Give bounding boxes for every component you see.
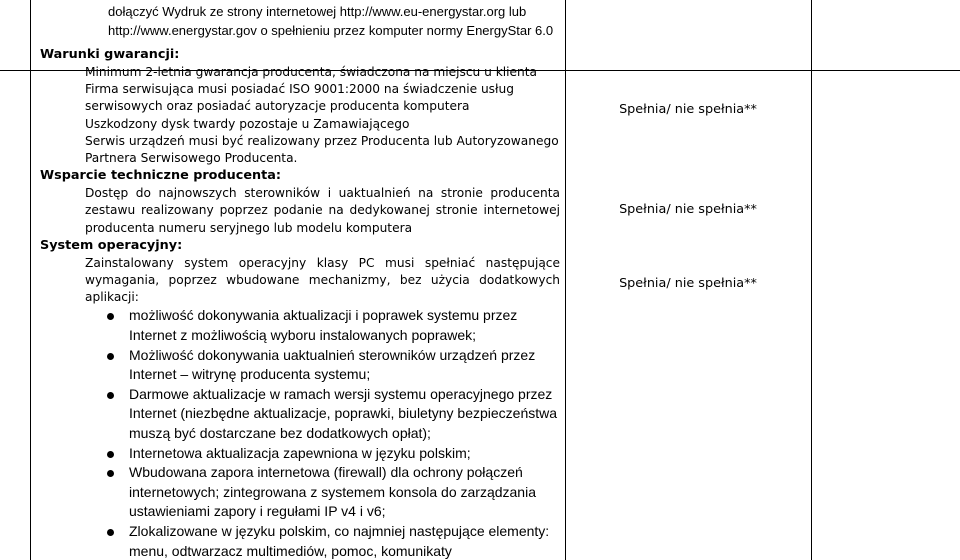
requirements-column — [40, 3, 560, 560]
warranty-line: Uszkodzony dysk twardy pozostaje u Zamawiającego — [85, 116, 410, 131]
bullet-icon — [107, 313, 114, 320]
bullet-icon — [107, 353, 114, 360]
bullet-icon — [107, 451, 114, 458]
support-text: Dostęp do najnowszych sterowników i uaktualnień na stronie producenta zestawu realizowany poprzez podanie na dedykowanej stronie internetowej producenta numeru seryjnego lub modelu komputera — [85, 186, 560, 235]
os-requirements-list — [40, 306, 560, 560]
bullet-icon — [107, 529, 114, 536]
bullet-icon — [107, 392, 114, 399]
warranty-line: Minimum 2-letnia gwarancja producenta, świadczona na miejscu u klienta — [85, 65, 538, 79]
list-item: Darmowe aktualizacje w ramach wersji systemu operacyjnego przez Internet (niezbędne aktualizacje, poprawki, biuletyny bezpieczeństwa muszą być dostarczane bez dodatkowych opłat); — [85, 385, 560, 444]
os-heading: System operacyjny: — [40, 237, 183, 253]
support-status: Spełnia/ nie spełnia** — [619, 202, 757, 217]
table-border-right — [811, 0, 812, 560]
list-item: Internetowa aktualizacja zapewniona w języku polskim; — [85, 444, 560, 464]
energystar-intro: dołączyć Wydruk ze strony internetowej http://www.eu-energystar.org lub http://www.energystar.gov o spełnieniu przez komputer normy EnergyStar 6.0 — [108, 4, 554, 38]
warranty-line: Serwis urządzeń musi być realizowany przez Producenta lub Autoryzowanego Partnera Serwisowego Producenta. — [85, 133, 559, 166]
table-border-left — [30, 0, 31, 560]
list-item: Możliwość dokonywania uaktualnień sterowników urządzeń przez Internet – witrynę producenta systemu; — [85, 346, 560, 385]
list-item: Wbudowana zapora internetowa (firewall) dla ochrony połączeń internetowych; zintegrowana z systemem konsola do zarządzania ustawieniami zapory i regułami IP v4 i v6; — [85, 463, 560, 522]
os-intro: Zainstalowany system operacyjny klasy PC musi spełniać następujące wymagania, poprzez wbudowane mechanizmy, bez użycia dodatkowych aplikacji: — [85, 255, 560, 305]
list-item: Zlokalizowane w języku polskim, co najmniej następujące elementy: menu, odtwarzacz multimediów, pomoc, komunikaty — [85, 522, 560, 560]
list-item: możliwość dokonywania aktualizacji i poprawek systemu przez Internet z możliwością wyboru instalowanych poprawek; — [85, 306, 560, 345]
warranty-heading: Warunki gwarancji: — [40, 47, 180, 62]
support-heading: Wsparcie techniczne producenta: — [40, 168, 281, 184]
warranty-status: Spełnia/ nie spełnia** — [619, 102, 757, 117]
warranty-line: Firma serwisująca musi posiadać ISO 9001:2000 na świadczenie usług serwisowych oraz posiadać autoryzacje producenta komputera — [85, 82, 514, 114]
bullet-icon — [107, 470, 114, 477]
table-border-mid — [565, 0, 566, 560]
os-status: Spełnia/ nie spełnia** — [619, 276, 757, 291]
